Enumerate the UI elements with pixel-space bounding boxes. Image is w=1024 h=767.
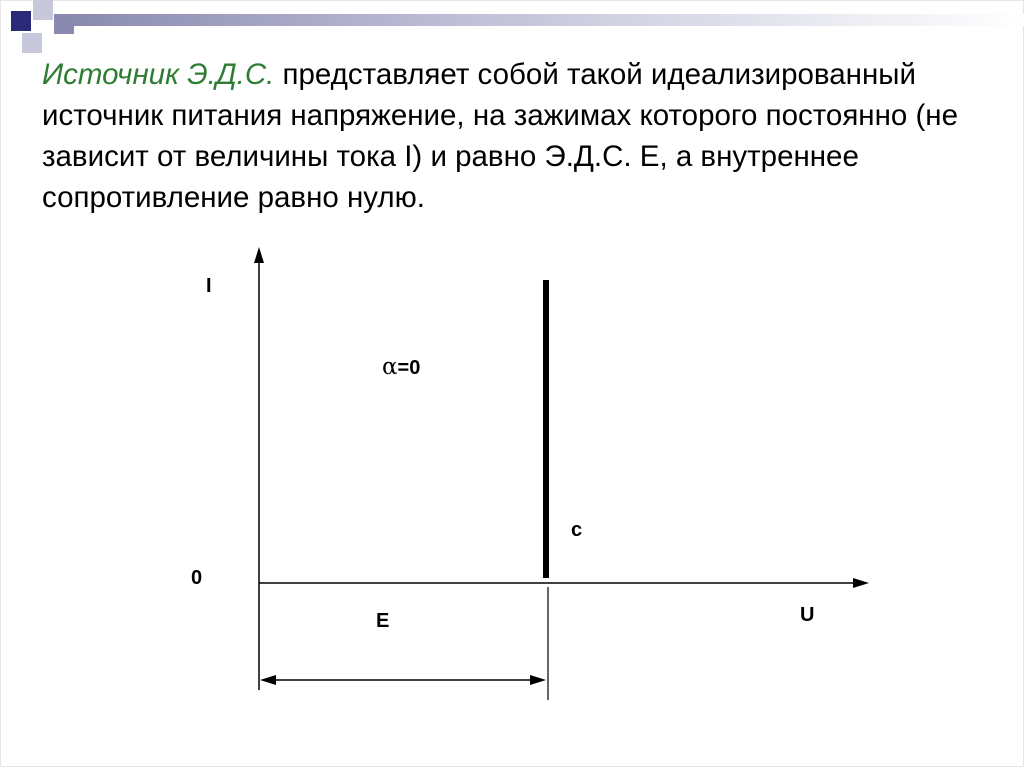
- voltage-axis-label: U: [800, 604, 815, 626]
- emf-dimension-arrow-left: [260, 675, 276, 685]
- alpha-symbol: α: [382, 354, 398, 380]
- current-axis-label: I: [206, 275, 212, 297]
- characteristic-label: c: [571, 519, 583, 541]
- emf-label: E: [376, 610, 390, 632]
- alpha-label: [382, 354, 420, 380]
- emf-dimension-arrow-right: [530, 675, 546, 685]
- definition-body: представляет собой такой идеализированный источник питания напряжение, на зажимах которого постоянно (не зависит от величины тока I) и равно Э.Д.С. E, а внутреннее сопротивление равно нулю.: [42, 58, 958, 214]
- definition-term: Источник Э.Д.С.: [42, 58, 275, 91]
- voltage-axis-arrow: [853, 578, 869, 588]
- current-axis-arrow: [254, 247, 264, 263]
- origin-label: 0: [191, 567, 203, 589]
- alpha-value: =0: [397, 357, 421, 379]
